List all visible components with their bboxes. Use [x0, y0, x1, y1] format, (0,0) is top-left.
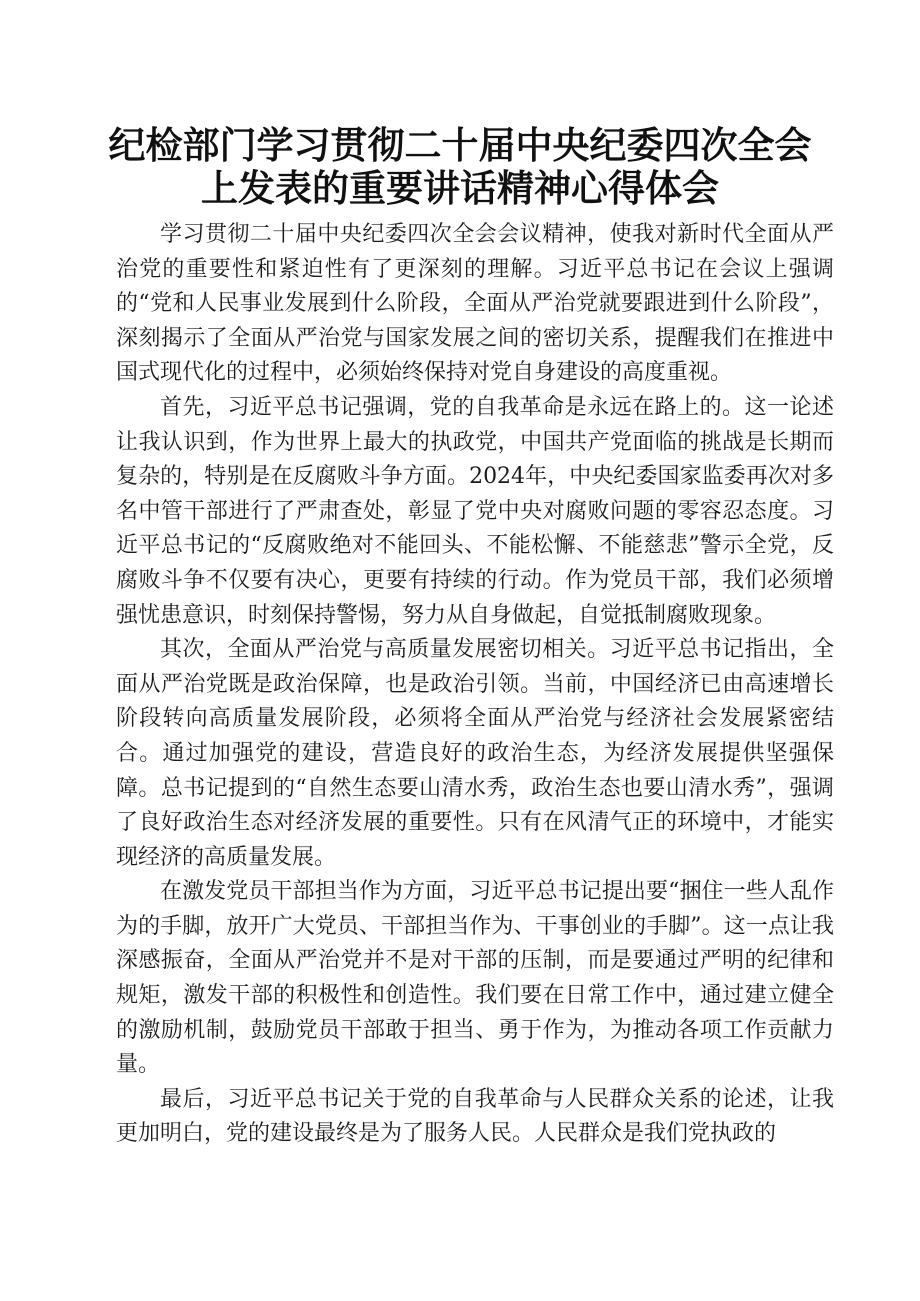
- paragraph-3: 其次，全面从严治党与高质量发展密切相关。习近平总书记指出，全面从严治党既是政治保障，也是政治引领。当前，中国经济已由高速增长阶段转向高质量发展阶段，必须将全面从严治党与经济社会发展紧密结合。通过加强党的建设，营造良好的政治生态，为经济发展提供坚强保障。总书记提到的“自然生态要山清水秀，政治生态也要山清水秀”，强调了良好政治生态对经济发展的重要性。只有在风清气正的环境中，才能实现经济的高质量发展。: [116, 637, 834, 870]
- document-body: [116, 218, 834, 1152]
- paragraph-1: 学习贯彻二十届中央纪委四次全会会议精神，使我对新时代全面从严治党的重要性和紧迫性有了更深刻的理解。习近平总书记在会议上强调的“党和人民事业发展到什么阶段，全面从严治党就要跟进到什么阶段”，深刻揭示了全面从严治党与国家发展之间的密切关系，提醒我们在推进中国式现代化的过程中，必须始终保持对党自身建设的高度重视。: [116, 222, 834, 386]
- document-title: 纪检部门学习贯彻二十届中央纪委四次全会上发表的重要讲话精神心得体会: [108, 124, 812, 210]
- paragraph-5: 最后，习近平总书记关于党的自我革命与人民群众关系的论述，让我更加明白，党的建设最终是为了服务人民。人民群众是我们党执政的: [116, 1086, 834, 1147]
- paragraph-4: 在激发党员干部担当作为方面，习近平总书记提出要“捆住一些人乱作为的手脚，放开广大党员、干部担当作为、干事创业的手脚”。这一点让我深感振奋，全面从严治党并不是对干部的压制，而是要通过严明的纪律和规矩，激发干部的积极性和创造性。我们要在日常工作中，通过建立健全的激励机制，鼓励党员干部敢于担当、勇于作为，为推动各项工作贡献力量。: [116, 879, 834, 1078]
- paragraph-2: 首先，习近平总书记强调，党的自我革命是永远在路上的。这一论述让我认识到，作为世界上最大的执政党，中国共产党面临的挑战是长期而复杂的，特别是在反腐败斗争方面。2024年，中央纪委国家监委再次对多名中管干部进行了严肃查处，彰显了党中央对腐败问题的零容忍态度。习近平总书记的“反腐败绝对不能回头、不能松懈、不能慈悲”警示全党，反腐败斗争不仅要有决心，更要有持续的行动。作为党员干部，我们必须增强忧患意识，时刻保持警惕，努力从自身做起，自觉抵制腐败现象。: [116, 394, 834, 628]
